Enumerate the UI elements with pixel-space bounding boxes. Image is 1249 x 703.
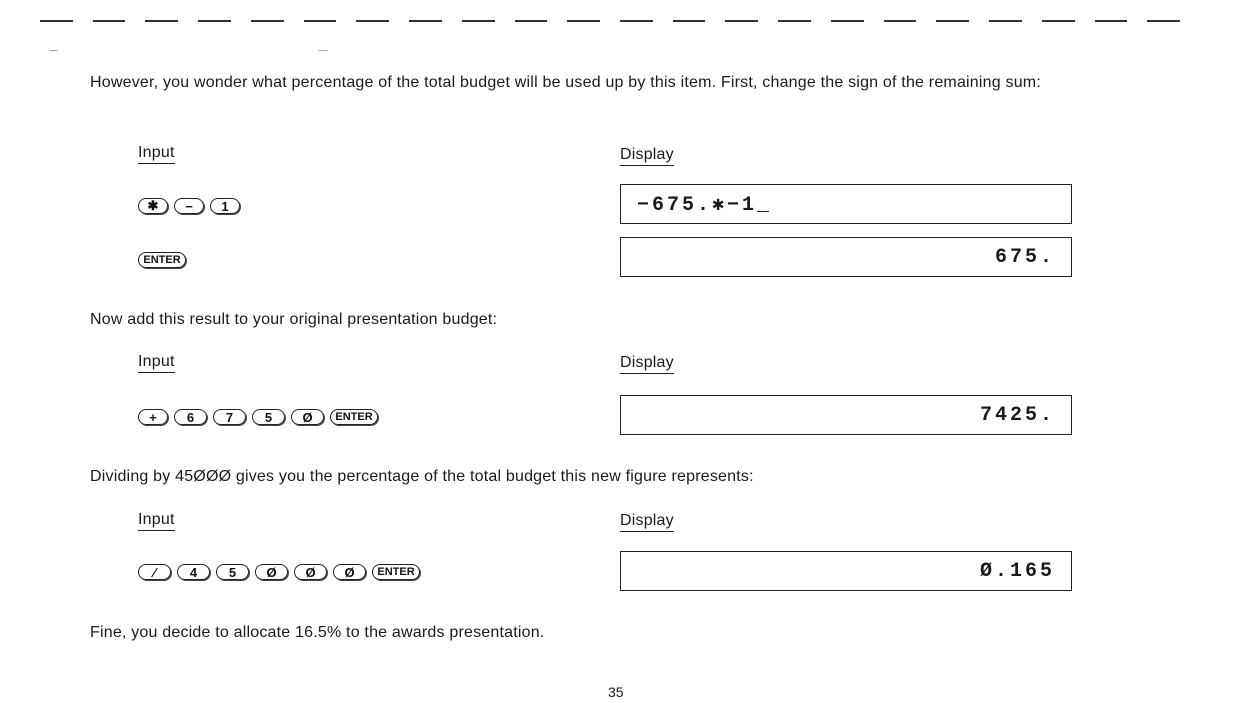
input-heading: Input [138, 353, 175, 373]
rule-dash [304, 20, 337, 22]
divide-key: ∕ [138, 564, 171, 580]
display-heading: Display [620, 512, 674, 532]
multiply-key: ✱ [138, 198, 168, 214]
enter-key: ENTER [330, 409, 378, 425]
rule-dash [93, 20, 126, 22]
paragraph: Dividing by 45ØØØ gives you the percentage of the total budget this new figure represents: [90, 468, 754, 485]
rule-dash [831, 20, 864, 22]
rule-dash [989, 20, 1022, 22]
rule-dash [1095, 20, 1128, 22]
rule-dash [356, 20, 389, 22]
plus-key: + [138, 409, 168, 425]
digit-key-5: 5 [252, 409, 285, 425]
rule-dash [884, 20, 917, 22]
digit-key-0: Ø [294, 564, 327, 580]
rule-dash [145, 20, 178, 22]
rule-dash [567, 20, 600, 22]
digit-key-0: Ø [255, 564, 288, 580]
rule-dash [673, 20, 706, 22]
page-number: 35 [608, 684, 624, 700]
rule-dash [251, 20, 284, 22]
closing-paragraph: Fine, you decide to allocate 16.5% to the awards presentation. [90, 624, 545, 641]
rule-dash [515, 20, 548, 22]
digit-key-7: 7 [213, 409, 246, 425]
scan-speck [50, 50, 58, 51]
input-heading: Input [138, 511, 175, 531]
display-heading: Display [620, 146, 674, 166]
key-sequence [138, 406, 378, 428]
rule-dash [1147, 20, 1180, 22]
intro-paragraph: However, you wonder what percentage of the total budget will be used up by this item. First, change the sign of the remaining sum: [90, 74, 1041, 91]
rule-dash [198, 20, 231, 22]
scan-speck [318, 50, 328, 51]
rule-dash [620, 20, 653, 22]
display-heading: Display [620, 354, 674, 374]
rule-dash [778, 20, 811, 22]
key-sequence [138, 195, 240, 217]
top-dashed-rule [40, 20, 1200, 23]
digit-key-6: 6 [174, 409, 207, 425]
rule-dash [936, 20, 969, 22]
enter-key: ENTER [138, 252, 186, 268]
rule-dash [409, 20, 442, 22]
minus-key: − [174, 198, 204, 214]
calculator-display: −675.✱−1_ [620, 184, 1072, 224]
rule-dash [40, 20, 73, 22]
calculator-display: Ø.165 [620, 551, 1072, 591]
digit-key-5: 5 [216, 564, 249, 580]
rule-dash [462, 20, 495, 22]
calculator-display: 675. [620, 237, 1072, 277]
digit-key-4: 4 [177, 564, 210, 580]
digit-key-1: 1 [210, 198, 240, 214]
digit-key-0: Ø [333, 564, 366, 580]
key-sequence [138, 561, 420, 583]
calculator-display: 7425. [620, 395, 1072, 435]
enter-key: ENTER [372, 564, 420, 580]
rule-dash [725, 20, 758, 22]
input-heading: Input [138, 144, 175, 164]
key-sequence [138, 249, 186, 271]
paragraph: Now add this result to your original presentation budget: [90, 311, 498, 328]
digit-key-0: Ø [291, 409, 324, 425]
rule-dash [1042, 20, 1075, 22]
